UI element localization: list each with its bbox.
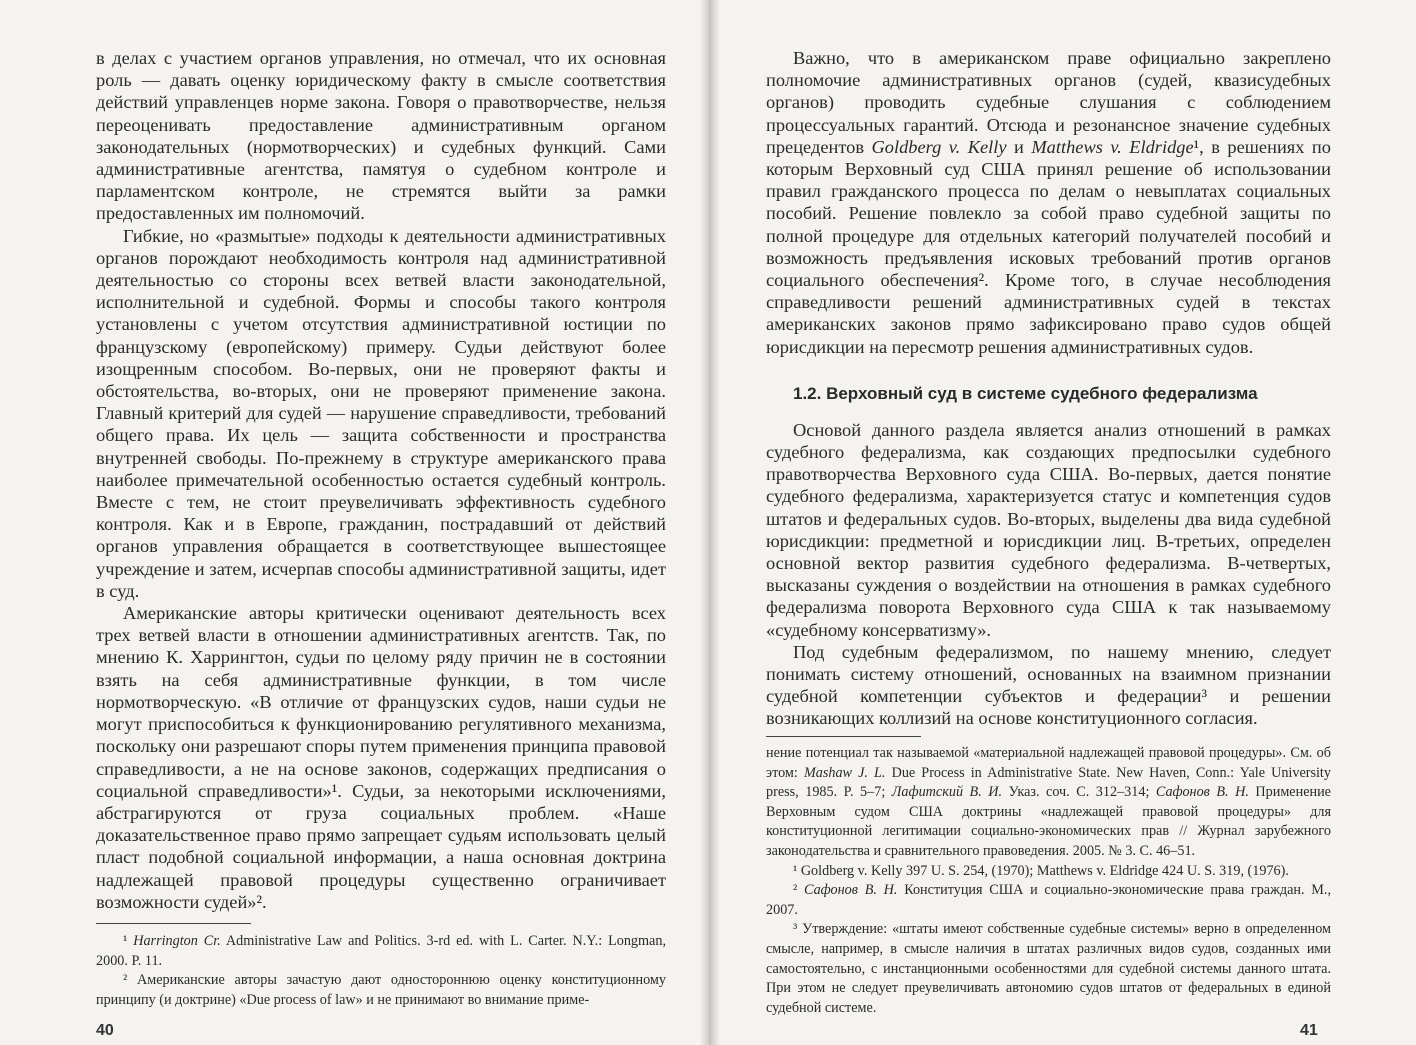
book-gutter-shadow [700, 0, 720, 1045]
right-footnote-3 [766, 920, 1331, 1018]
footnote-marker: ¹ [793, 862, 798, 879]
footnote-text: Goldberg v. Kelly 397 U. S. 254, (1970); Matthews v. Eldridge 424 U. S. 319, (1976). [797, 862, 1289, 879]
text-run: и [1006, 136, 1032, 157]
left-body-text [96, 47, 666, 913]
page-left [0, 0, 706, 1045]
page-right [710, 0, 1416, 1045]
footnote-marker: ² [793, 882, 798, 899]
text-run: Due Process in Administrative State. New Haven, Conn.: Yale University press, 1985. P. 5–7; [766, 764, 1331, 801]
footnote-text: Американские авторы зачастую дают одностороннюю оценку конституционному принципу (и доктрине) «Due process of law» и не принимают во внимание приме- [96, 972, 666, 1008]
case-name: Matthews v. Eldridge [1031, 136, 1194, 157]
left-paragraph-1: в делах с участием органов управления, но отмечал, что их основная роль — давать оценку юридическому факту в смысле соответствия действий управленцев норме закона. Говоря о правотворчестве, нельзя переоценивать предоставление административным органом законодательных (нормотворческих) и судебных функций. Сами административные агентства, памятуя о судебном контроле и парламентском контроле, не стремятся выйти за рамки предоставленных им полномочий. [96, 48, 666, 224]
left-paragraph-2: Гибкие, но «размытые» подходы к деятельности административных органов порождают необходимость контроля над административной деятельностью со стороны всех ветвей власти законодательной, исполнительной и судебной. Формы и способы такого контроля установлены с учетом отсутствия административной юстиции по французскому (европейскому) примеру. Судьи действуют более изощренным способом. Во-первых, они не проверяют факты и обстоятельства, во-вторых, они не проверяют применение закона. Главный критерий для судей — нарушение справедливости, требований общего права. Их цель — защита собственности и пространства внутренней свободы. По-прежнему в структуре американского права наиболее примечательной особенностью остается судебный контроль. Вместе с тем, не стоит преувеличивать эффективность судебного контроля. Как и в Европе, гражданин, пострадавший от действий органов управления обращается в соответствующее вышестоящее учреждение и затем, исчерпав способы административной защиты, идет в суд. [96, 225, 666, 601]
right-footnote-2 [766, 881, 1331, 920]
footnote-marker: ² [123, 972, 128, 989]
text-run: Указ. соч. С. 312–314; [1002, 784, 1156, 801]
case-name: Goldberg v. Kelly [871, 136, 1007, 157]
right-footnotes [766, 744, 1331, 1018]
right-paragraph-1 [766, 47, 1331, 358]
text-run: Важно, что в американском праве официально закреплено полномочие административных органов (судей, квазисудебных органов) проводить судебные слушания с соблюдением процессуальных гарантий. Отсюда и резонансное значение судебных прецедентов [766, 48, 1331, 157]
right-body-text [766, 47, 1331, 730]
right-paragraph-2: Основой данного раздела является анализ отношений в рамках судебного федерализма, как создающих предпосылки судебного правотворчества Верховного суда США. Во-первых, дается понятие судебного федерализма, характеризуется статус и компетенция судов штатов и федеральных судов. Во-вторых, выделены два вида судебной юрисдикции: предметной и юрисдикции лиц. В-третьих, определен основной вектор развития судебного федерализма. В-четвертых, высказаны суждения о воздействии на отношения в рамках судебного федерализма поворота Верховного суда США к так называемому «судебному консерватизму». [766, 419, 1331, 640]
text-run: Применение Верховным судом США доктрины «надлежащей правовой процедуры» для конституционной легитимации социально-экономических прав // Журнал зарубежного законодательства и сравнительного правоведения. 2005. № 3. С. 46–51. [766, 784, 1331, 859]
left-paragraph-3: Американские авторы критически оценивают деятельность всех трех ветвей власти в отношении административных агентств. Так, по мнению К. Харрингтон, судьи по целому ряду причин не в состоянии взять на себя административные функции, в том числе нормотворческую. «В отличие от французских судов, наши судьи не могут приспособиться к функционированию регулятивного механизма, поскольку они разрешают споры путем применения принципа правовой справедливости, а не на основе законов, содержащих предписания о социальной справедливости»¹. Судьи, за некоторыми исключениями, абстрагируются от груза социальных проблем. «Наше доказательственное право прямо запрещает судьям использовать целый пласт подобной социальной информации, а наша основная доктрина надлежащей правовой процедуры существенно ограничивает возможности судей»². [96, 603, 666, 912]
left-footnote-2 [96, 971, 666, 1010]
left-footnote-rule [96, 923, 251, 924]
footnote-text: Administrative Law and Politics. 3-rd ed. with L. Carter. N.Y.: Longman, 2000. P. 11. [96, 933, 666, 969]
page-number-left: 40 [96, 1022, 114, 1039]
footnote-marker: ³ [793, 921, 798, 938]
footnote-author: Harrington Cr. [133, 933, 221, 949]
section-heading: 1.2. Верховный суд в системе судебного федерализма [793, 383, 1258, 403]
footnote-marker: ¹ [123, 933, 128, 949]
left-footnotes [96, 932, 666, 1010]
right-footnote-continuation [766, 744, 1331, 862]
footnote-author: Сафонов В. Н. [1155, 784, 1249, 801]
page-number-right: 41 [1300, 1022, 1318, 1039]
left-footnote-1 [96, 932, 666, 971]
text-run: нение потенциал так называемой «материальной надлежащей правовой процедуры». См. об этом: [766, 745, 1331, 781]
footnote-text: Конституция США и социально-экономические права граждан. М., 2007. [766, 882, 1331, 918]
footnote-text: Утверждение: «штаты имеют собственные судебные системы» верно в определенном смысле, например, в смысле наличия в штатах различных видов судов, созданных ими самостоятельно, с инстанционными особенностями для судебной системы данного штата. При этом не следует преувеличивать автономию судов штатов от федеральных в единой судебной системе. [766, 921, 1331, 1016]
right-paragraph-3: Под судебным федерализмом, по нашему мнению, следует понимать систему отношений, основанных на взаимном признании судебной компетенции субъектов и федерации³ и решении возникающих коллизий на основе конституционного согласия. [766, 641, 1331, 729]
right-footnote-rule [766, 736, 921, 737]
footnote-author: Лафитский В. И. [891, 784, 1003, 801]
footnote-author: Сафонов В. Н. [804, 882, 898, 899]
right-footnote-1 [766, 862, 1331, 882]
footnote-author: Mashaw J. L. [803, 764, 886, 781]
text-run: ¹, в решениях по которым Верховный суд США принял решение об использовании правил гражданского процесса по делам о невыплатах социальных пособий. Решение повлекло за собой право судебной защиты по полной процедуре для отдельных категорий получателей пособий и возможность предъявления исковых требований против органов социального обеспечения². Кроме того, в случае несоблюдения справедливости решений административных судей в текстах американских законов прямо зафиксировано право судов общей юрисдикции на пересмотр решения административных судов. [766, 136, 1331, 357]
